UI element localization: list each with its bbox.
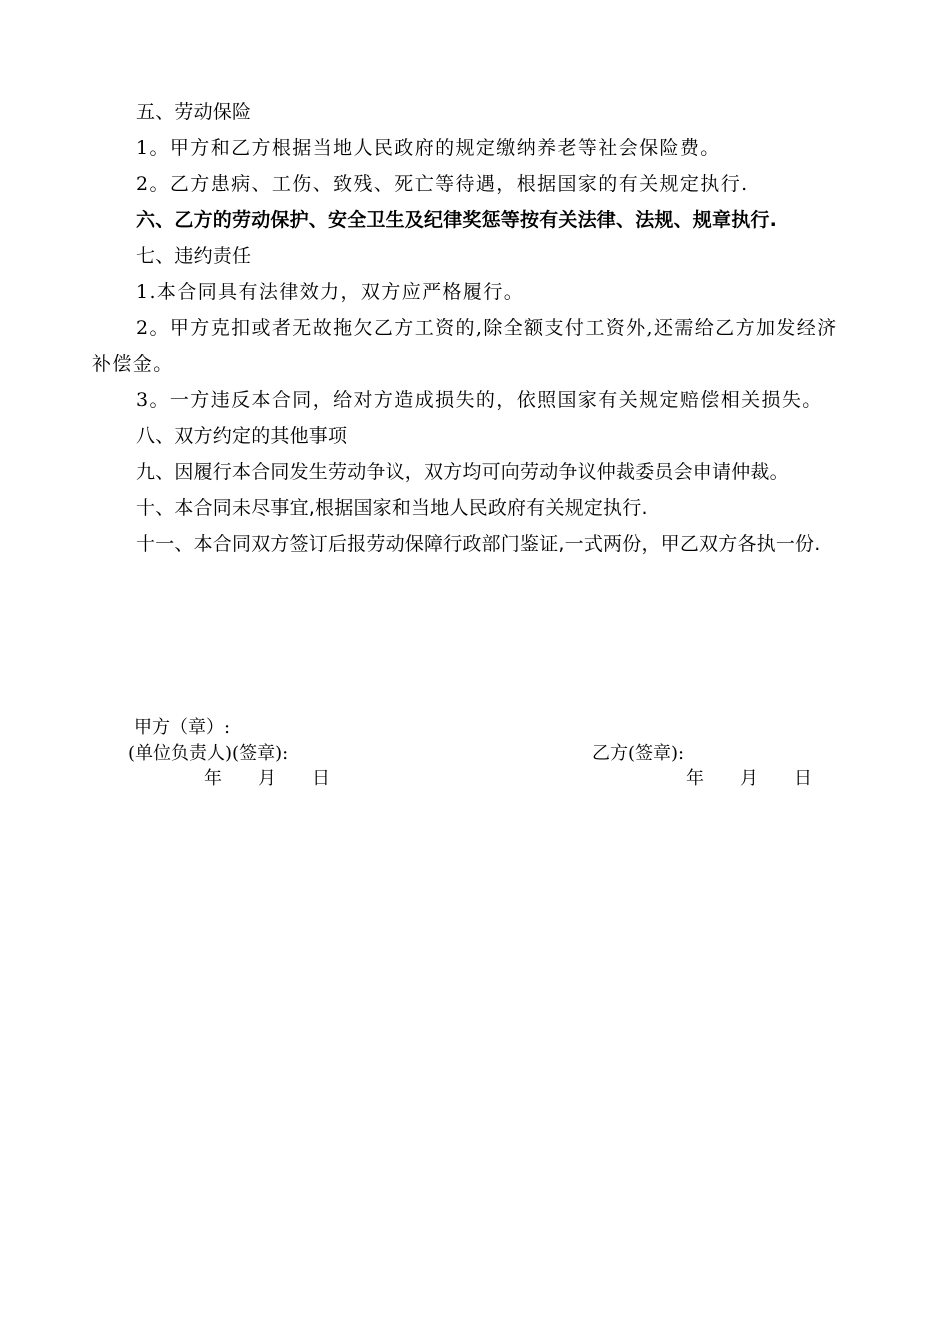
section-11-paragraph: 十一、本合同双方签订后报劳动保障行政部门鉴证,一式两份，甲乙双方各执一份.	[136, 533, 821, 555]
contract-body	[92, 94, 852, 562]
signature-block	[92, 717, 852, 797]
section-7-heading: 七、违约责任	[136, 245, 252, 267]
section-5-item-2: 2。乙方患病、工伤、致残、死亡等待遇，根据国家的有关规定执行.	[136, 173, 749, 195]
party-a-date: 年 月 日	[204, 768, 330, 789]
section-6-paragraph: 六、乙方的劳动保护、安全卫生及纪律奖惩等按有关法律、法规、规章执行.	[136, 209, 778, 231]
section-5-item-1: 1。甲方和乙方根据当地人民政府的规定缴纳养老等社会保险费。	[136, 137, 721, 159]
section-10-paragraph: 十、本合同未尽事宜,根据国家和当地人民政府有关规定执行.	[136, 497, 648, 519]
party-a-seal-label: 甲方（章）:	[134, 717, 231, 738]
section-9-paragraph: 九、因履行本合同发生劳动争议，双方均可向劳动争议仲裁委员会申请仲裁。	[136, 461, 789, 483]
section-7-item-3: 3。一方违反本合同，给对方造成损失的，依照国家有关规定赔偿相关损失。	[136, 389, 823, 411]
section-7-item-1: 1.本合同具有法律效力，双方应严格履行。	[136, 281, 525, 303]
section-5-heading: 五、劳动保险	[136, 101, 252, 123]
party-b-date: 年 月 日	[686, 768, 812, 789]
section-7-item-2: 2。甲方克扣或者无故拖欠乙方工资的,除全额支付工资外,还需给乙方加发经济补偿金。	[92, 317, 838, 375]
party-a-representative-label: (单位负责人)(签章):	[128, 743, 289, 764]
party-b-signature-label: 乙方(签章):	[592, 743, 685, 764]
section-8-heading: 八、双方约定的其他事项	[136, 425, 348, 447]
